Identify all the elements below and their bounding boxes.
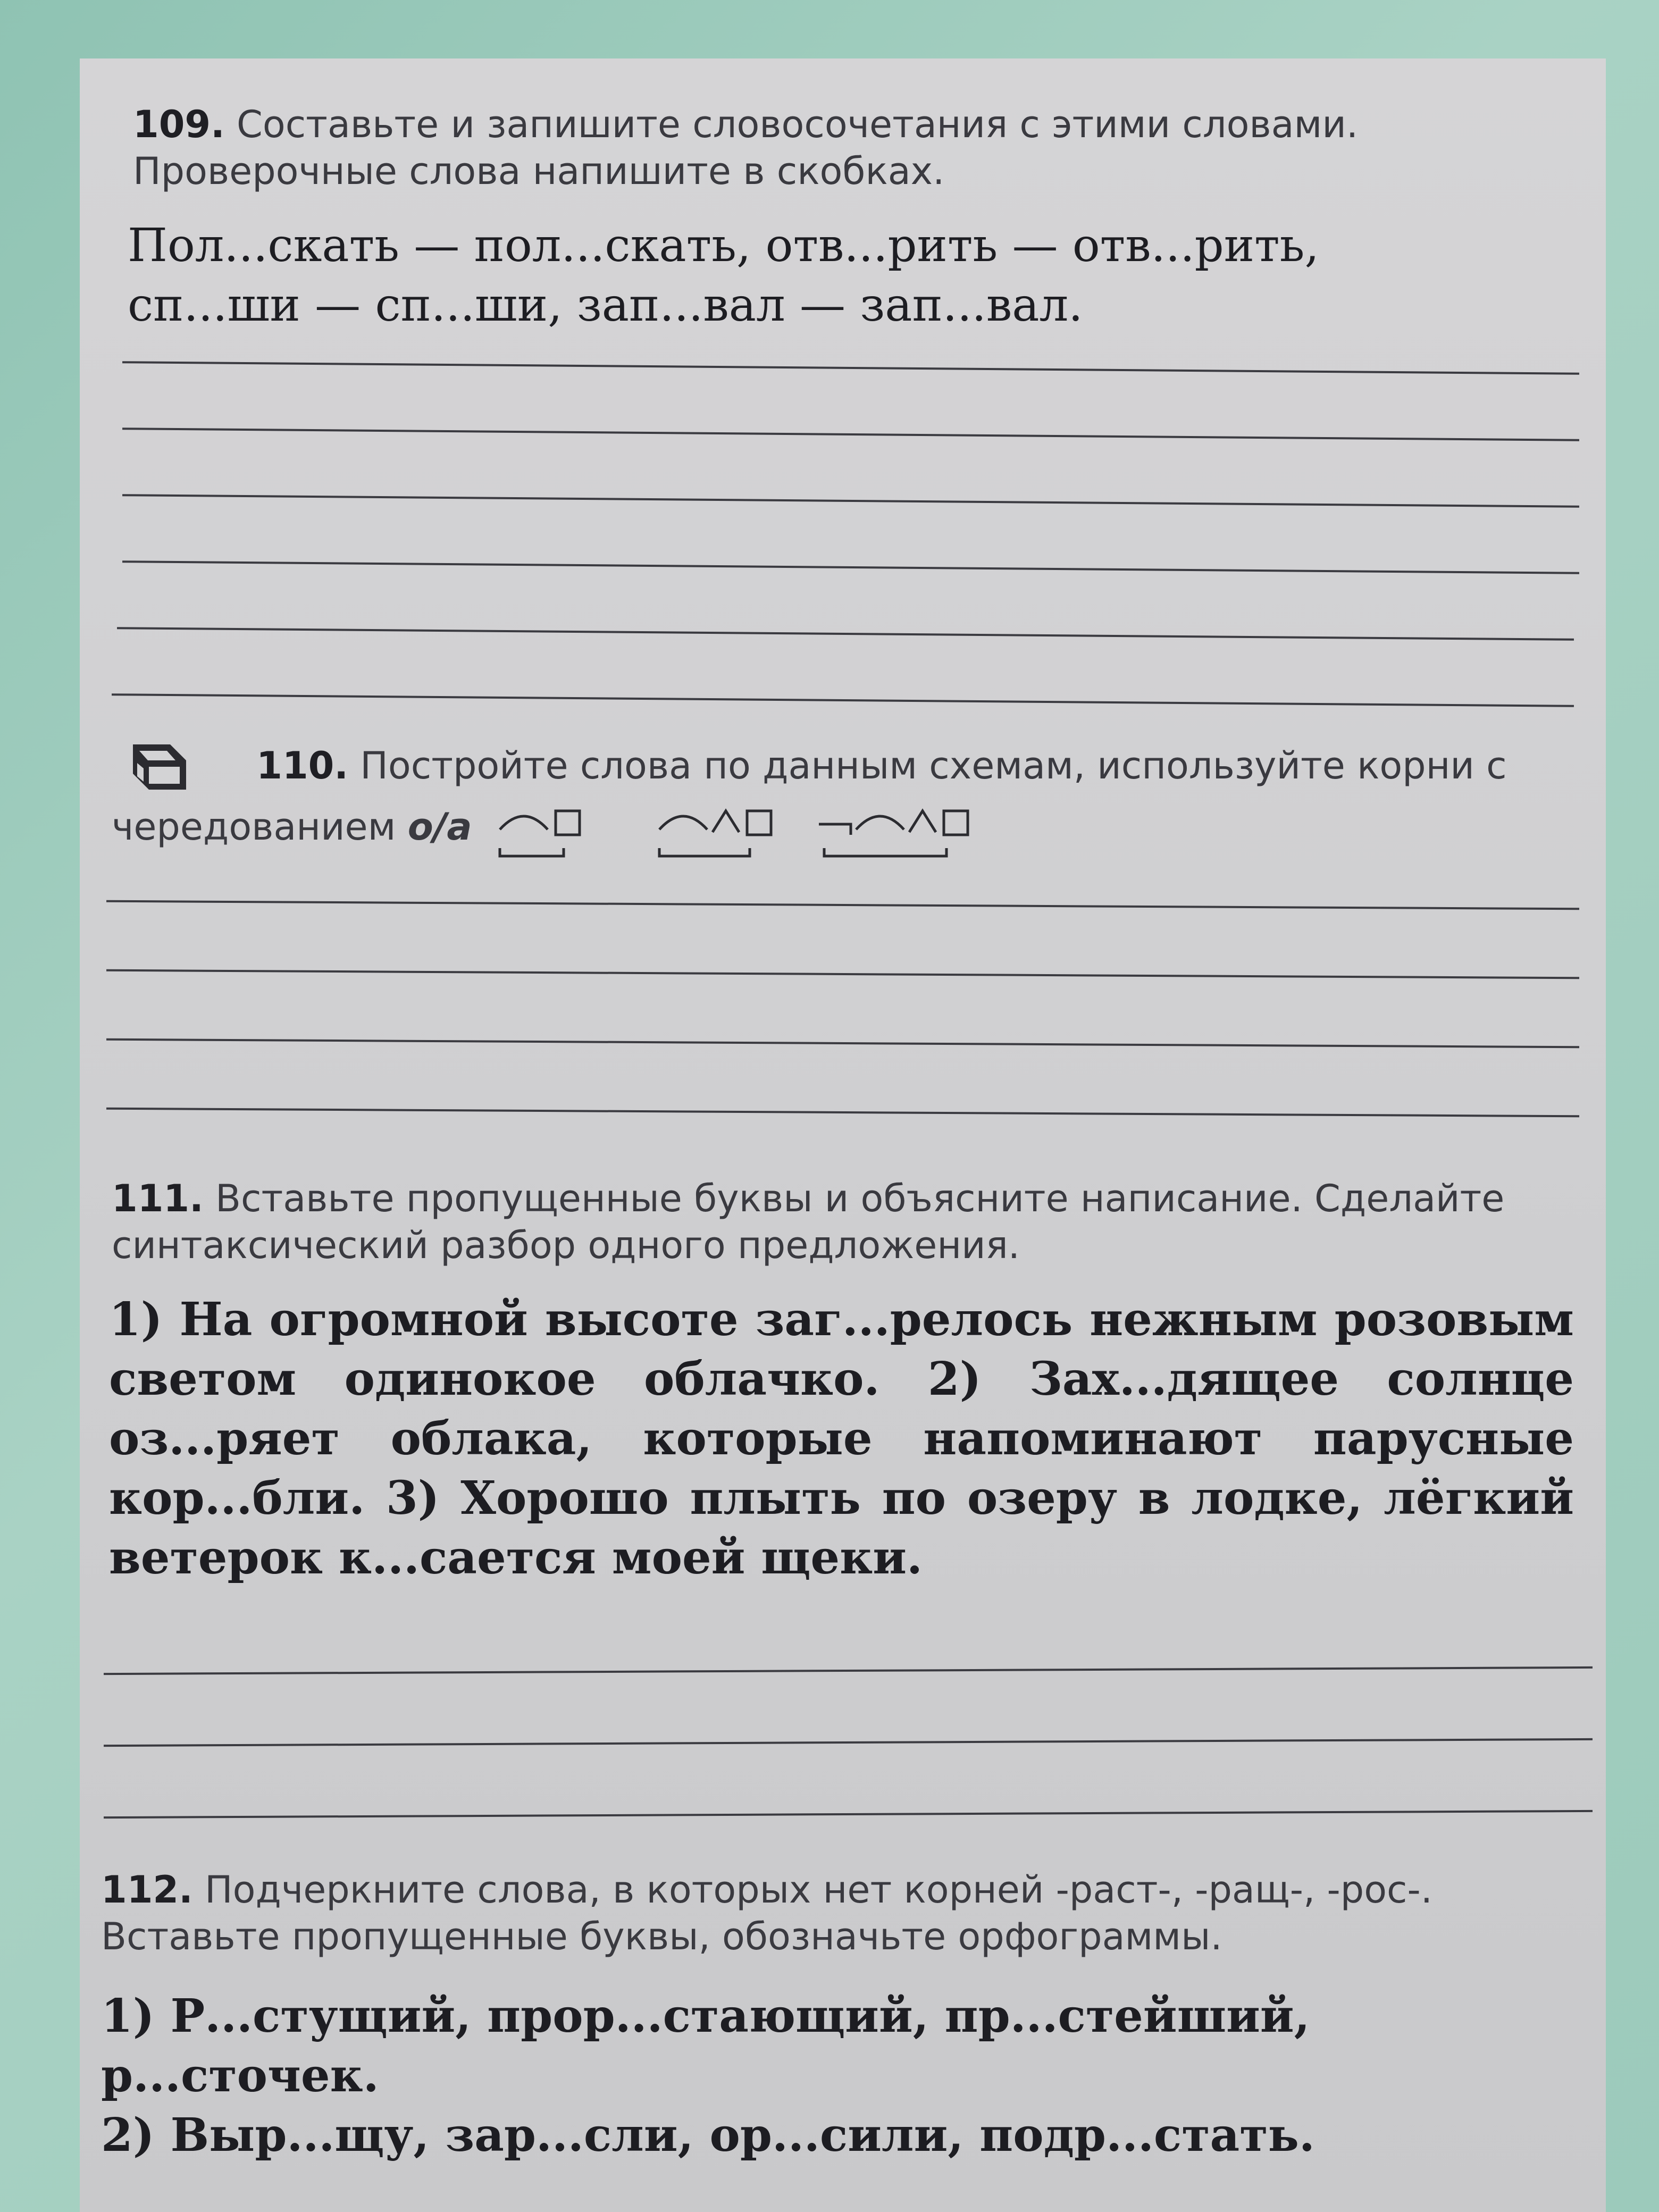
exercise-number: 109. [133,103,225,146]
answer-line[interactable] [104,1810,1593,1819]
answer-line[interactable] [122,560,1579,574]
word-schemes [484,798,1095,861]
instruction-text: Постройте слова по данным схемам, используйте корни с чередованием [112,744,1507,849]
answer-line[interactable] [106,1108,1579,1118]
answer-line[interactable] [117,627,1574,641]
exercise-109 [80,101,1606,335]
exercise-111 [80,1175,1606,1588]
answer-line[interactable] [112,693,1574,707]
answer-line[interactable] [122,361,1579,375]
exercise-110 [80,739,1606,861]
exercise-number: 110. [256,744,348,788]
exercise-112-line-2: 2) Выр...щу, зар...сли, ор...сили, подр...стать. [101,2108,1315,2162]
word-pairs-line-2: сп...ши — сп...ши, зап...вал — зап...вал. [128,279,1083,332]
answer-line[interactable] [122,494,1579,508]
exercise-111-instruction [80,1175,1606,1269]
answer-line[interactable] [104,1666,1593,1675]
exercise-109-instruction [80,101,1606,195]
exercise-number: 112. [101,1868,193,1912]
instruction-text: Вставьте пропущенные буквы и объясните написание. Сделайте синтаксический разбор одного предложения. [112,1177,1505,1267]
answer-line[interactable] [106,1038,1579,1049]
cube-icon [112,739,191,798]
word-pairs-line-1: Пол...скать — пол...скать, отв...рить — отв...рить, [128,219,1319,272]
exercise-111-text: 1) На огромной высоте заг...релось нежным розовым светом одинокое облачко. 2) Зах...дящее солнце оз...ряет облака, которые напоминают парусные кор...бли. 3) Хорошо плыть по озеру в лодке, лёгкий ветерок к...сается моей щеки. [109,1293,1574,1585]
workbook-page [80,58,1606,2212]
alternation-letters: о/а [407,805,472,849]
exercise-112-instruction [80,1866,1606,1960]
instruction-text: Подчеркните слова, в которых нет корней -раст-, -ращ-, -рос-. Вставьте пропущенные буквы, обозначьте орфограммы. [101,1868,1433,1958]
exercise-112 [80,1866,1606,2165]
answer-line[interactable] [106,900,1579,910]
instruction-text: Составьте и запишите словосочетания с этими словами. Проверочные слова напишите в скобках. [133,103,1359,193]
exercise-110-instruction [80,739,1606,861]
answer-line[interactable] [104,1738,1593,1747]
answer-line[interactable] [106,969,1579,979]
answer-line[interactable] [122,428,1579,441]
exercise-112-line-1: 1) Р...стущий, прор...стающий, пр...стейший, р...сточек. [101,1989,1310,2102]
exercise-number: 111. [112,1177,204,1220]
